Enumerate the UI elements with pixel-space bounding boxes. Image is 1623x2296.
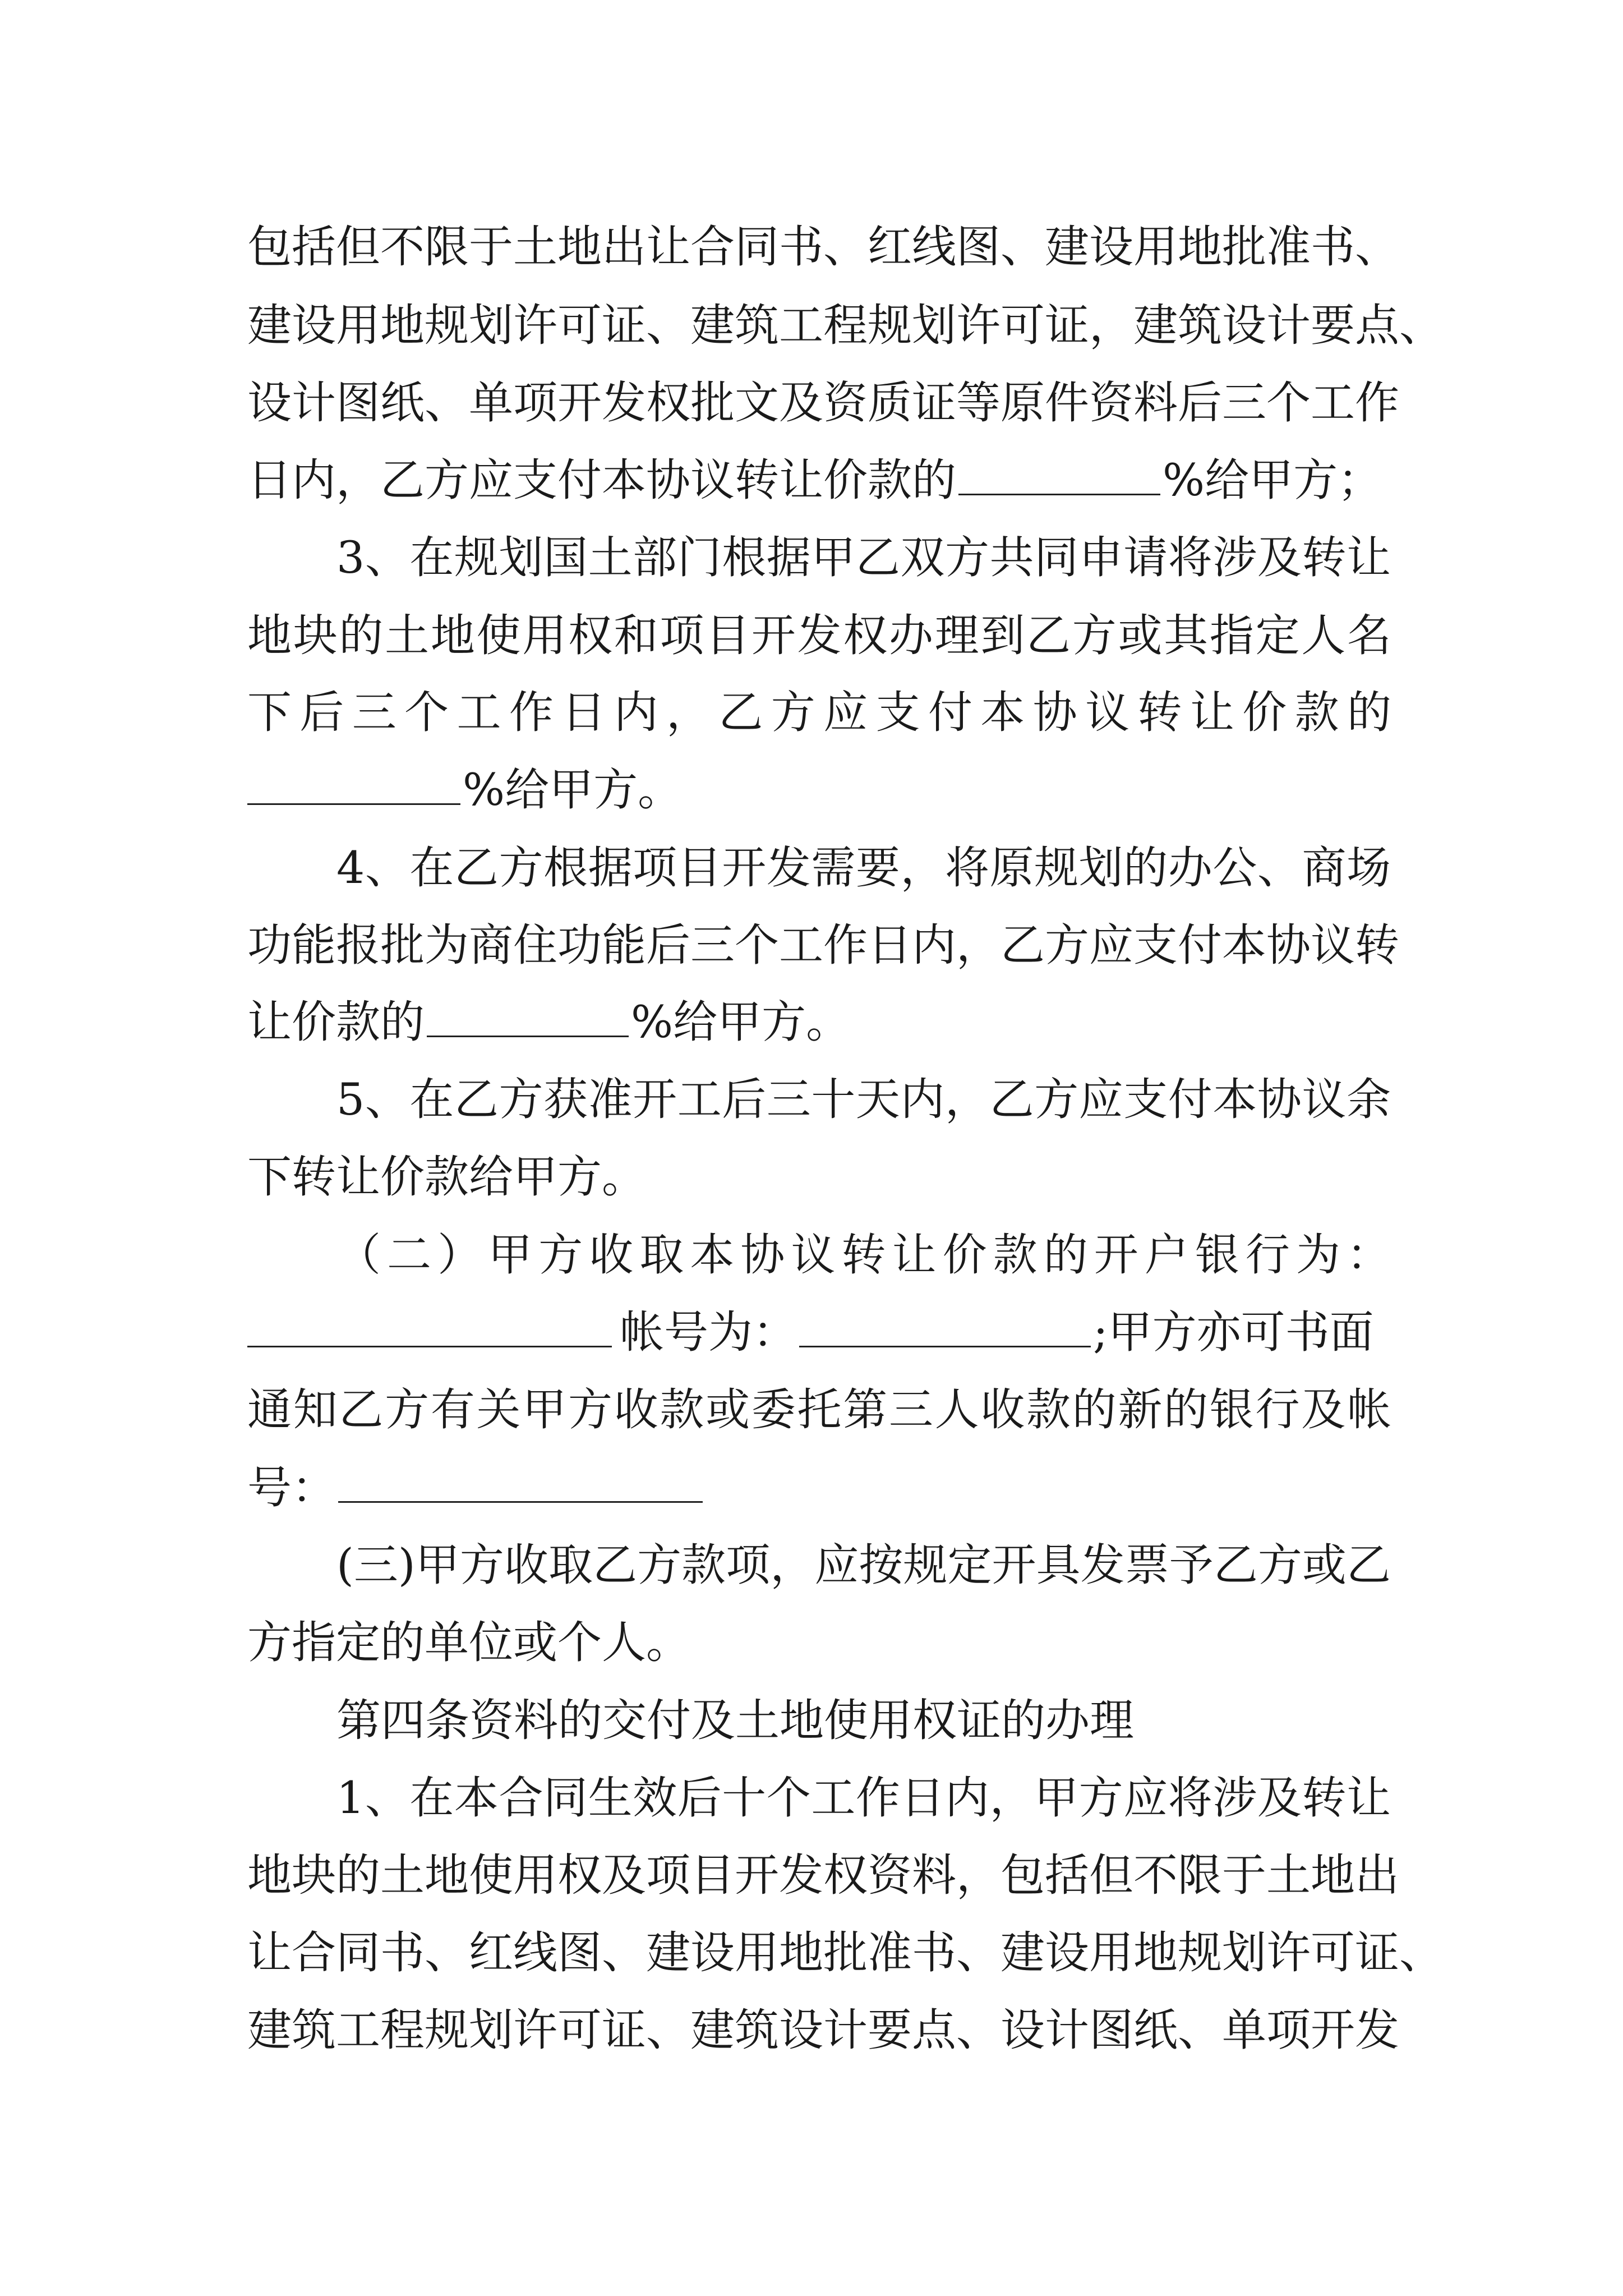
text-span: 地块的土地使用权和项目开发权办理到乙方或其指定人名 [247,610,1391,661]
text-line [247,596,1391,675]
text-line [336,1060,1391,1139]
text-line [247,1138,1391,1216]
text-span: 设计图纸、单项开发权批文及资质证等原件资料后三个工作 [247,377,1399,429]
text-line [247,1836,1399,1915]
text-span: ;甲方亦可书面 [1093,1306,1374,1358]
fill-blank [958,460,1160,495]
text-line [336,829,1391,907]
fill-blank [427,1002,629,1037]
text-span: 建筑工程规划许可证、建筑设计要点、设计图纸、单项开发 [247,2004,1399,2056]
text-span: 让合同书、红线图、建设用地批准书、建设用地规划许可证、 [247,1927,1444,1978]
text-line [336,1759,1391,1837]
text-span: 下转让价款给甲方。 [247,1151,646,1203]
text-span: 让价款的 [247,996,425,1048]
text-line [247,364,1399,442]
text-span: 日内，乙方应支付本协议转让价款的 [247,454,956,506]
text-span: 4、在乙方根据项目开发需要，将原规划的办公、商场 [336,842,1391,894]
text-span: 建设用地规划许可证、建筑工程规划许可证，建筑设计要点、 [247,300,1444,351]
text-line [336,1526,1391,1604]
text-line [247,208,1399,286]
text-span: 帐号为： [620,1306,797,1358]
text-line [247,751,1391,829]
text-span: 地块的土地使用权及项目开发权资料，包括但不限于土地出 [247,1849,1399,1901]
text-line [336,1216,1391,1294]
text-span: 方指定的单位或个人。 [247,1617,690,1668]
text-span: 功能报批为商住功能后三个工作日内，乙方应支付本协议转 [247,919,1399,971]
text-line [247,1293,1391,1372]
text-span: 包括但不限于土地出让合同书、红线图、建设用地批准书、 [247,221,1399,273]
text-span: （二）甲方收取本协议转让价款的开户银行为： [336,1229,1391,1281]
text-span: %给甲方； [1163,454,1382,506]
fill-blank [247,770,460,805]
text-line [247,1991,1399,2069]
text-span: (三)甲方收取乙方款项，应按规定开具发票予乙方或乙 [336,1539,1391,1591]
text-span: %给甲方。 [631,996,851,1048]
text-line [247,441,1391,519]
text-line [247,673,1391,752]
text-line [247,906,1399,984]
text-line [247,1448,1391,1527]
text-line [247,1603,1391,1682]
section-heading [336,1681,1481,1760]
text-span: 第四条资料的交付及土地使用权证的办理 [336,1695,1134,1746]
text-line [247,1370,1391,1449]
text-span: 5、在乙方获准开工后三十天内，乙方应支付本协议余 [336,1074,1391,1125]
text-span: 3、在规划国土部门根据甲乙双方共同申请将涉及转让 [336,532,1391,583]
text-line [247,983,1391,1061]
fill-blank [799,1312,1091,1347]
text-span: 通知乙方有关甲方收款或委托第三人收款的新的银行及帐 [247,1384,1391,1435]
text-span: 号： [247,1462,336,1513]
fill-blank [338,1467,703,1503]
text-line [247,286,1444,365]
text-span: %给甲方。 [463,764,683,816]
text-line [336,518,1391,597]
text-span: 下后三个工作日内，乙方应支付本协议转让价款的 [247,687,1391,738]
text-line [247,1913,1444,1992]
fill-blank [247,1312,612,1347]
text-span: 1、在本合同生效后十个工作日内，甲方应将涉及转让 [336,1772,1391,1824]
